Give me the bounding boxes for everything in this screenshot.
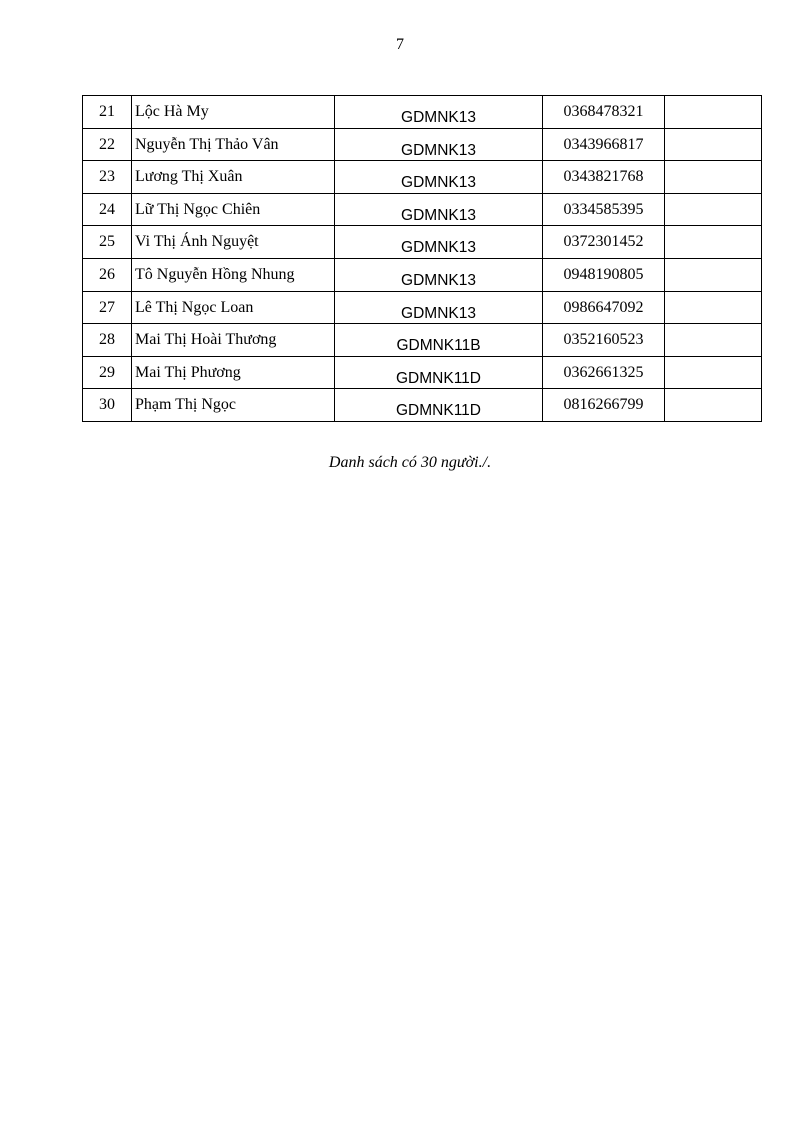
student-name: Mai Thị Hoài Thương <box>132 324 335 357</box>
note-cell <box>665 389 762 422</box>
class-code: GDMNK13 <box>335 226 543 259</box>
row-number: 27 <box>83 291 132 324</box>
table-row <box>83 356 762 389</box>
table-row <box>83 226 762 259</box>
note-cell <box>665 324 762 357</box>
phone-number: 0948190805 <box>543 258 665 291</box>
row-number: 24 <box>83 193 132 226</box>
student-name: Phạm Thị Ngọc <box>132 389 335 422</box>
phone-number: 0816266799 <box>543 389 665 422</box>
row-number: 29 <box>83 356 132 389</box>
phone-number: 0986647092 <box>543 291 665 324</box>
class-code: GDMNK13 <box>335 193 543 226</box>
note-cell <box>665 258 762 291</box>
row-number: 22 <box>83 128 132 161</box>
row-number: 23 <box>83 161 132 194</box>
student-name: Mai Thị Phương <box>132 356 335 389</box>
class-code: GDMNK13 <box>335 128 543 161</box>
class-code: GDMNK11D <box>335 356 543 389</box>
table-row <box>83 324 762 357</box>
student-name: Lộc Hà My <box>132 96 335 129</box>
phone-number: 0372301452 <box>543 226 665 259</box>
class-code: GDMNK13 <box>335 291 543 324</box>
table-row <box>83 161 762 194</box>
note-cell <box>665 226 762 259</box>
phone-number: 0343966817 <box>543 128 665 161</box>
class-code: GDMNK11D <box>335 389 543 422</box>
table-row <box>83 291 762 324</box>
row-number: 26 <box>83 258 132 291</box>
class-code: GDMNK13 <box>335 258 543 291</box>
note-cell <box>665 161 762 194</box>
note-cell <box>665 356 762 389</box>
phone-number: 0368478321 <box>543 96 665 129</box>
class-code: GDMNK11B <box>335 324 543 357</box>
table-row <box>83 258 762 291</box>
student-name: Nguyễn Thị Thảo Vân <box>132 128 335 161</box>
student-name: Lê Thị Ngọc Loan <box>132 291 335 324</box>
list-summary: Danh sách có 30 người./. <box>328 454 492 471</box>
phone-number: 0343821768 <box>543 161 665 194</box>
note-cell <box>665 291 762 324</box>
note-cell <box>665 96 762 129</box>
row-number: 21 <box>83 96 132 129</box>
row-number: 28 <box>83 324 132 357</box>
phone-number: 0352160523 <box>543 324 665 357</box>
student-name: Lương Thị Xuân <box>132 161 335 194</box>
note-cell <box>665 128 762 161</box>
student-name: Lữ Thị Ngọc Chiên <box>132 193 335 226</box>
table-row <box>83 96 762 129</box>
page-number: 7 <box>396 36 404 53</box>
row-number: 30 <box>83 389 132 422</box>
table-row <box>83 389 762 422</box>
student-name: Tô Nguyễn Hồng Nhung <box>132 258 335 291</box>
phone-number: 0334585395 <box>543 193 665 226</box>
student-name: Vi Thị Ánh Nguyệt <box>132 226 335 259</box>
class-code: GDMNK13 <box>335 96 543 129</box>
table-row <box>83 128 762 161</box>
row-number: 25 <box>83 226 132 259</box>
class-code: GDMNK13 <box>335 161 543 194</box>
phone-number: 0362661325 <box>543 356 665 389</box>
note-cell <box>665 193 762 226</box>
student-table <box>82 95 762 422</box>
table-row <box>83 193 762 226</box>
